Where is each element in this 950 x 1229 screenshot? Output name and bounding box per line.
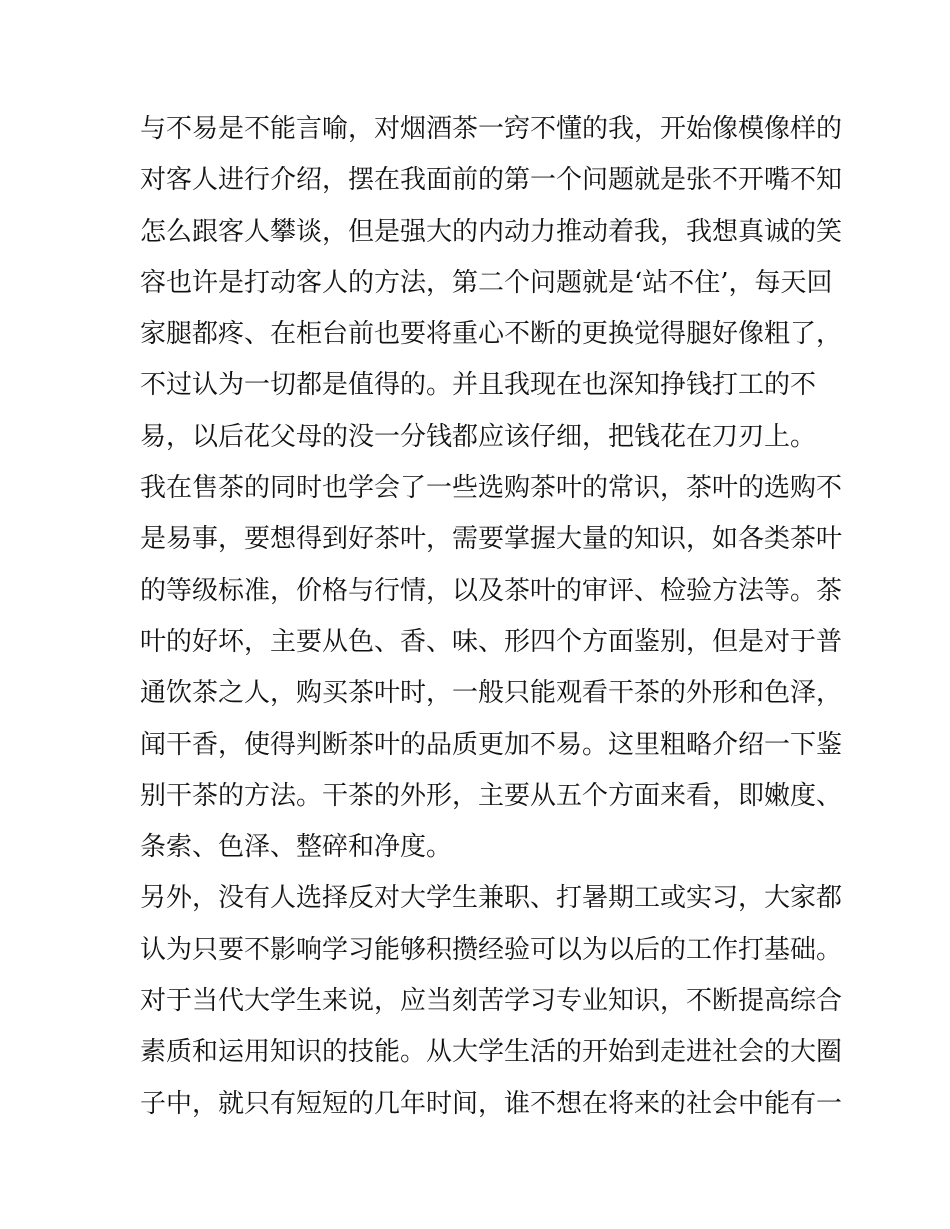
- text-line-16: 另外，没有人选择反对大学生兼职、打暑期工或实习，大家都: [140, 883, 843, 914]
- body-text: [140, 104, 843, 1130]
- text-line-11: 叶的好坏，主要从色、香、味、形四个方面鉴别，但是对于普: [140, 626, 843, 657]
- text-line-4: 容也许是打动客人的方法，第二个问题就是‘站不住’，每天回: [140, 267, 833, 298]
- text-line-8: 我在售茶的同时也学会了一些选购茶叶的常识，茶叶的选购不: [140, 473, 843, 504]
- text-line-3: 怎么跟客人攀谈，但是强大的内动力推动着我，我想真诚的笑: [140, 216, 843, 247]
- text-line-12: 通饮茶之人，购买茶叶时，一般只能观看干茶的外形和色泽，: [140, 678, 843, 709]
- text-line-5: 家腿都疼、在柜台前也要将重心不断的更换觉得腿好像粗了，: [140, 319, 843, 350]
- text-line-1: 与不易是不能言喻，对烟酒茶一窍不懂的我，开始像模像样的: [140, 114, 843, 144]
- text-line-15: 条索、色泽、整碎和净度。: [140, 832, 453, 863]
- text-line-20: 子中，就只有短短的几年时间，谁不想在将来的社会中能有一: [140, 1088, 843, 1119]
- text-line-17: 认为只要不影响学习能够积攒经验可以为以后的工作打基础。: [140, 934, 843, 965]
- text-line-14: 别干茶的方法。干茶的外形，主要从五个方面来看，即嫩度、: [140, 780, 843, 811]
- text-line-2: 对客人进行介绍，摆在我面前的第一个问题就是张不开嘴不知: [140, 165, 843, 196]
- text-line-9: 是易事，要想得到好茶叶，需要掌握大量的知识，如各类茶叶: [140, 524, 843, 555]
- text-line-19: 素质和运用知识的技能。从大学生活的开始到走进社会的大圈: [140, 1037, 843, 1068]
- text-line-7: 易，以后花父母的没一分钱都应该仔细，把钱花在刀刃上。: [140, 421, 817, 452]
- text-line-18: 对于当代大学生来说，应当刻苦学习专业知识，不断提高综合: [140, 986, 843, 1017]
- text-line-13: 闻干香，使得判断茶叶的品质更加不易。这里粗略介绍一下鉴: [140, 729, 843, 760]
- text-line-6: 不过认为一切都是值得的。并且我现在也深知挣钱打工的不: [140, 370, 817, 401]
- text-line-10: 的等级标准，价格与行情，以及茶叶的审评、检验方法等。茶: [140, 575, 843, 606]
